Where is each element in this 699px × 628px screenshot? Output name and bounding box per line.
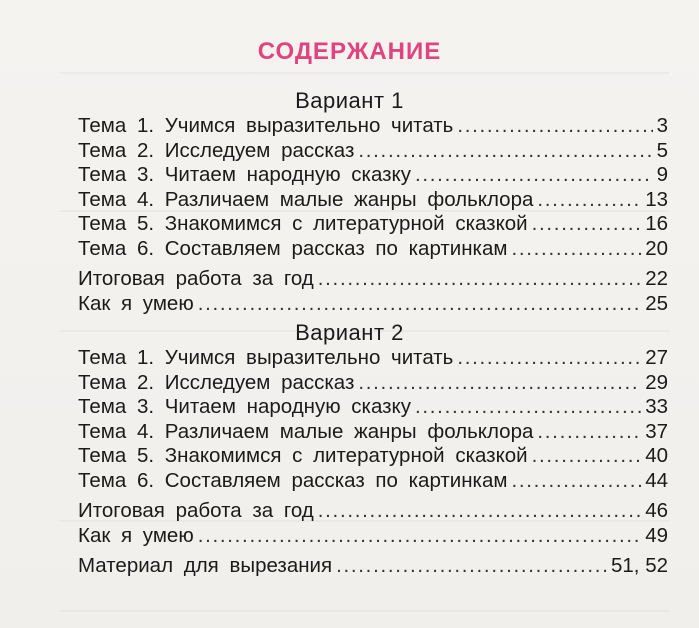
dot-leader (537, 420, 641, 445)
toc-entry[interactable] (78, 267, 668, 292)
toc-entry-page: 16 (645, 212, 668, 235)
dot-leader (198, 292, 641, 317)
toc-entry-page: 27 (645, 346, 668, 369)
dot-leader (537, 188, 641, 213)
toc-entry-text: Тема 4. Различаем малые жанры фольклора (78, 419, 534, 443)
variant-2-list (78, 346, 668, 579)
toc-entry-text: Итоговая работа за год (78, 499, 314, 522)
toc-entry[interactable] (78, 371, 668, 396)
dot-leader (457, 346, 641, 371)
toc-entry-page: 44 (645, 468, 668, 492)
toc-entry[interactable] (78, 444, 668, 469)
toc-entry-text: Тема 3. Читаем народную сказку (78, 163, 411, 186)
toc-entry-page: 40 (645, 444, 668, 467)
dot-leader (198, 524, 641, 549)
toc-entry[interactable] (78, 163, 668, 188)
toc-entry[interactable] (78, 554, 668, 579)
toc-entry-text: Тема 2. Исследуем рассказ (78, 370, 355, 394)
toc-entry[interactable] (78, 395, 668, 420)
variant-1-list (78, 114, 668, 316)
toc-entry[interactable] (78, 237, 668, 262)
dot-leader (532, 444, 642, 469)
dot-leader (457, 114, 652, 139)
toc-entry-text: Как я умею (78, 291, 194, 315)
toc-entry[interactable] (78, 188, 668, 213)
bleed-line (60, 610, 669, 612)
toc-entry[interactable] (78, 139, 668, 164)
toc-entry-text: Тема 1. Учимся выразительно читать (78, 346, 454, 369)
toc-entry-page: 33 (645, 395, 668, 418)
dot-leader (358, 371, 641, 396)
toc-entry[interactable] (78, 420, 668, 445)
toc-entry-page: 51, 52 (611, 554, 668, 577)
toc-entry-text: Итоговая работа за год (78, 267, 314, 290)
toc-entry-text: Как я умею (78, 523, 194, 547)
dot-leader (318, 267, 641, 292)
toc-entry-page: 3 (656, 114, 668, 137)
toc-entry-text: Тема 3. Читаем народную сказку (78, 395, 411, 418)
toc-entry-text: Материал для вырезания (78, 554, 333, 577)
toc-entry[interactable] (78, 346, 668, 371)
dot-leader (336, 554, 607, 579)
variant-1-heading: Вариант 1 (295, 88, 404, 113)
toc-entry-page: 9 (656, 163, 668, 186)
page-title: СОДЕРЖАНИЕ (257, 38, 442, 65)
toc-entry[interactable] (78, 292, 668, 317)
toc-entry-text: Тема 5. Знакомимся с литературной сказкой (78, 444, 528, 467)
toc-entry[interactable] (78, 469, 668, 494)
toc-entry[interactable] (78, 524, 668, 549)
toc-entry-page: 22 (645, 267, 668, 290)
dot-leader (318, 499, 641, 524)
toc-entry-text: Тема 5. Знакомимся с литературной сказкой (78, 212, 528, 235)
toc-entry-page: 49 (645, 523, 668, 547)
dot-leader (511, 237, 641, 262)
toc-entry-text: Тема 6. Составляем рассказ по картинкам (78, 236, 508, 260)
dot-leader (415, 395, 641, 420)
dot-leader (358, 139, 652, 164)
toc-entry-page: 37 (645, 419, 668, 443)
dot-leader (511, 469, 641, 494)
toc-entry[interactable] (78, 499, 668, 524)
toc-entry[interactable] (78, 212, 668, 237)
bleed-line (60, 72, 669, 74)
toc-entry-page: 20 (645, 236, 668, 260)
variant-2-heading: Вариант 2 (295, 320, 404, 345)
dot-leader (532, 212, 642, 237)
toc-entry-page: 46 (645, 499, 668, 522)
toc-entry-text: Тема 6. Составляем рассказ по картинкам (78, 468, 508, 492)
dot-leader (415, 163, 653, 188)
toc-entry-page: 25 (645, 291, 668, 315)
toc-entry-text: Тема 1. Учимся выразительно читать (78, 114, 454, 137)
toc-entry-text: Тема 2. Исследуем рассказ (78, 138, 355, 162)
toc-entry[interactable] (78, 114, 668, 139)
toc-entry-page: 29 (645, 370, 668, 394)
toc-entry-page: 5 (656, 138, 668, 162)
toc-entry-text: Тема 4. Различаем малые жанры фольклора (78, 187, 534, 211)
toc-entry-page: 13 (645, 187, 668, 211)
